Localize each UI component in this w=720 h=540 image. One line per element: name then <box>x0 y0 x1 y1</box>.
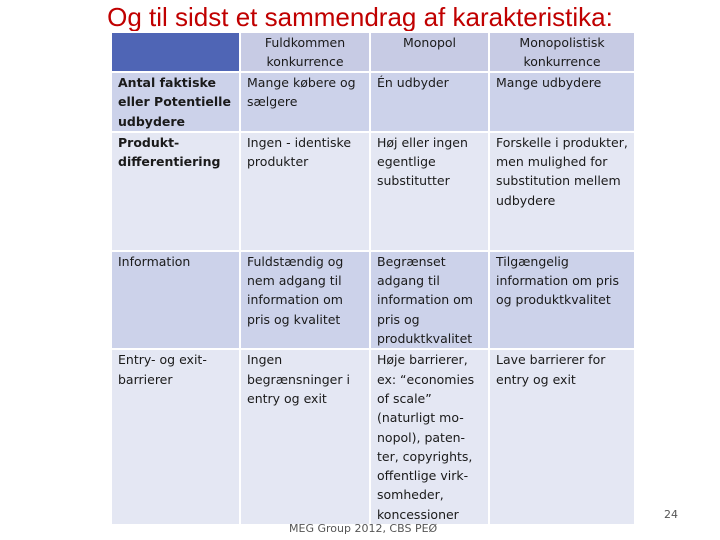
header-corner-cell <box>111 32 240 72</box>
row-label-information: Information <box>111 251 240 349</box>
table-cell: Fuldstændig og nem adgang til information om pris og kvalitet <box>240 251 370 349</box>
table-cell: Mange udbydere <box>489 72 635 132</box>
footer-text: MEG Group 2012, CBS PEØ <box>289 522 438 535</box>
table-row <box>111 349 635 525</box>
table-header-row <box>111 32 635 72</box>
table-cell: Tilgængelig information om pris og produktkvalitet <box>489 251 635 349</box>
comparison-table <box>110 31 636 526</box>
page-number: 24 <box>664 508 678 521</box>
table-cell: Én udbyder <box>370 72 489 132</box>
row-label-sellers: Antal faktiske eller Potentielle udbydere <box>111 72 240 132</box>
table-row <box>111 251 635 349</box>
slide-title: Og til sidst et sammendrag af karakteristika: <box>107 2 613 32</box>
row-label-differentiation: Produkt-differentiering <box>111 132 240 251</box>
table-cell: Høj eller ingen egentlige substitutter <box>370 132 489 251</box>
table-cell: Forskelle i produkter, men mulighed for substitution mellem udbydere <box>489 132 635 251</box>
row-label-barriers: Entry- og exit-barrierer <box>111 349 240 525</box>
table-cell: Ingen - identiske produkter <box>240 132 370 251</box>
header-perfect-competition: Fuldkommen konkurrence <box>240 32 370 72</box>
table-cell: Mange købere og sælgere <box>240 72 370 132</box>
table-row <box>111 132 635 251</box>
table-cell: Høje barrierer, ex: “economies of scale” (naturligt mo-nopol), paten-ter, copyrights, offentlige virk-somheder, koncessioner <box>370 349 489 525</box>
header-monopoly: Monopol <box>370 32 489 72</box>
header-monopolistic-competition: Monopolistisk konkurrence <box>489 32 635 72</box>
table-cell: Begrænset adgang til information om pris og produktkvalitet <box>370 251 489 349</box>
table-row <box>111 72 635 132</box>
table-cell: Lave barrierer for entry og exit <box>489 349 635 525</box>
table-cell: Ingen begrænsninger i entry og exit <box>240 349 370 525</box>
